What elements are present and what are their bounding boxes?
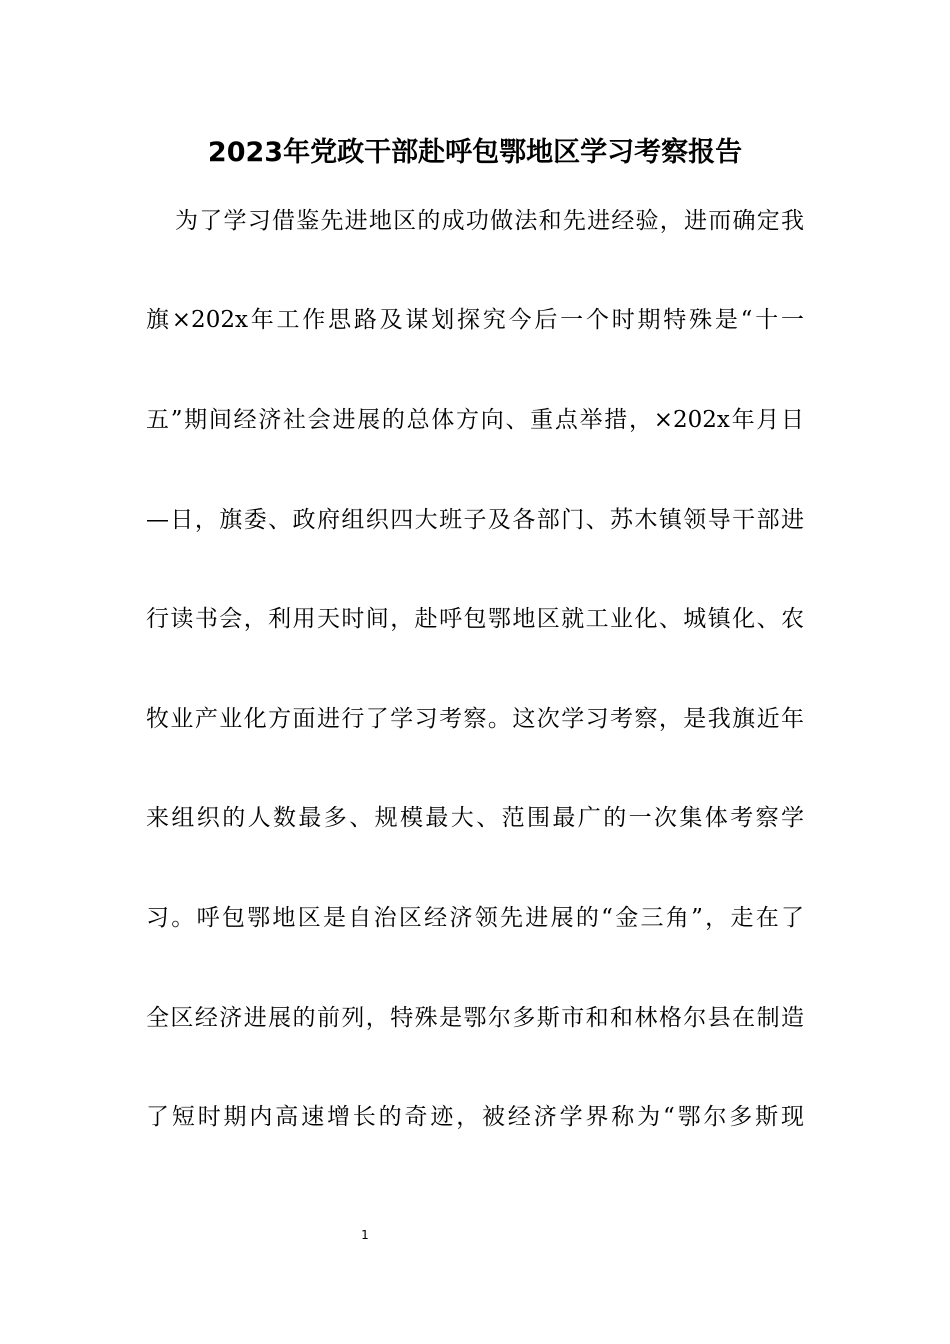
body-line: 旗×202x年工作思路及谋划探究今后一个时期特殊是“十一 (146, 307, 804, 333)
body-line: 全区经济进展的前列，特殊是鄂尔多斯市和和林格尔县在制造 (146, 1005, 804, 1031)
page-number: 1 (361, 1228, 369, 1242)
body-line: 了短时期内高速增长的奇迹，被经济学界称为“鄂尔多斯现 (146, 1104, 804, 1130)
body-line: 牧业产业化方面进行了学习考察。这次学习考察，是我旗近年 (146, 706, 804, 732)
body-line: 为了学习借鉴先进地区的成功做法和先进经验，进而确定我 (175, 208, 804, 234)
body-line: —日，旗委、政府组织四大班子及各部门、苏木镇领导干部进 (146, 507, 804, 533)
document-title: 2023年党政干部赴呼包鄂地区学习考察报告 (207, 137, 743, 168)
body-line: 五”期间经济社会进展的总体方向、重点举措，×202x年月日 (146, 407, 804, 433)
body-line: 行读书会，利用天时间，赴呼包鄂地区就工业化、城镇化、农 (146, 606, 804, 632)
body-line: 来组织的人数最多、规模最大、范围最广的一次集体考察学 (146, 805, 804, 831)
body-line: 习。呼包鄂地区是自治区经济领先进展的“金三角”，走在了 (146, 905, 804, 931)
